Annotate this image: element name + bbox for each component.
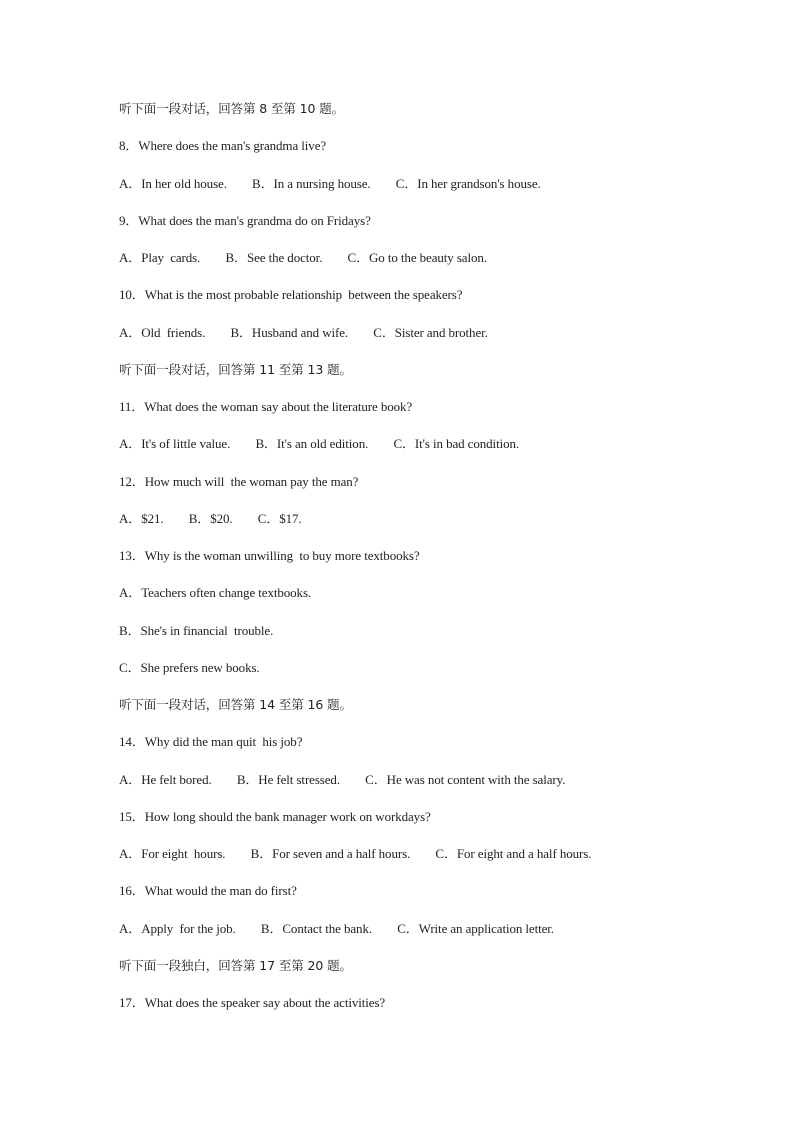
question-text: 13．Why is the woman unwilling to buy more textbooks? <box>119 548 420 563</box>
question-text: 9．What does the man's grandma do on Fridays? <box>119 213 371 228</box>
answer-options: A．Play cards. B．See the doctor. C．Go to the beauty salon. <box>119 250 487 265</box>
section-heading: 听下面一段对话，回答第 11 至第 13 题。 <box>119 362 352 377</box>
section-heading: 听下面一段对话，回答第 14 至第 16 题。 <box>119 697 352 712</box>
answer-options: A．Apply for the job. B．Contact the bank. C．Write an application letter. <box>119 921 554 936</box>
section-heading: 听下面一段对话，回答第 8 至第 10 题。 <box>119 101 345 116</box>
answer-option: A．Teachers often change textbooks. <box>119 585 312 600</box>
answer-options: A．It's of little value. B．It's an old edition. C．It's in bad condition. <box>119 436 520 451</box>
answer-options: A．In her old house. B．In a nursing house. C．In her grandson's house. <box>119 176 541 191</box>
question-text: 15．How long should the bank manager work on workdays? <box>119 809 431 824</box>
question-text: 16．What would the man do first? <box>119 883 297 898</box>
answer-option: C．She prefers new books. <box>119 660 260 675</box>
question-text: 14．Why did the man quit his job? <box>119 734 303 749</box>
question-text: 12．How much will the woman pay the man? <box>119 474 359 489</box>
answer-options: A．He felt bored. B．He felt stressed. C．He was not content with the salary. <box>119 772 566 787</box>
section-heading: 听下面一段独白，回答第 17 至第 20 题。 <box>119 958 352 973</box>
question-text: 11．What does the woman say about the literature book? <box>119 399 413 414</box>
answer-options: A．For eight hours. B．For seven and a half hours. C．For eight and a half hours. <box>119 846 592 861</box>
answer-option: B．She's in financial trouble. <box>119 623 274 638</box>
question-text: 10．What is the most probable relationship between the speakers? <box>119 287 463 302</box>
answer-options: A．$21. B．$20. C．$17. <box>119 511 302 526</box>
question-text: 17．What does the speaker say about the activities? <box>119 995 386 1010</box>
question-text: 8．Where does the man's grandma live? <box>119 138 327 153</box>
answer-options: A．Old friends. B．Husband and wife. C．Sister and brother. <box>119 325 488 340</box>
